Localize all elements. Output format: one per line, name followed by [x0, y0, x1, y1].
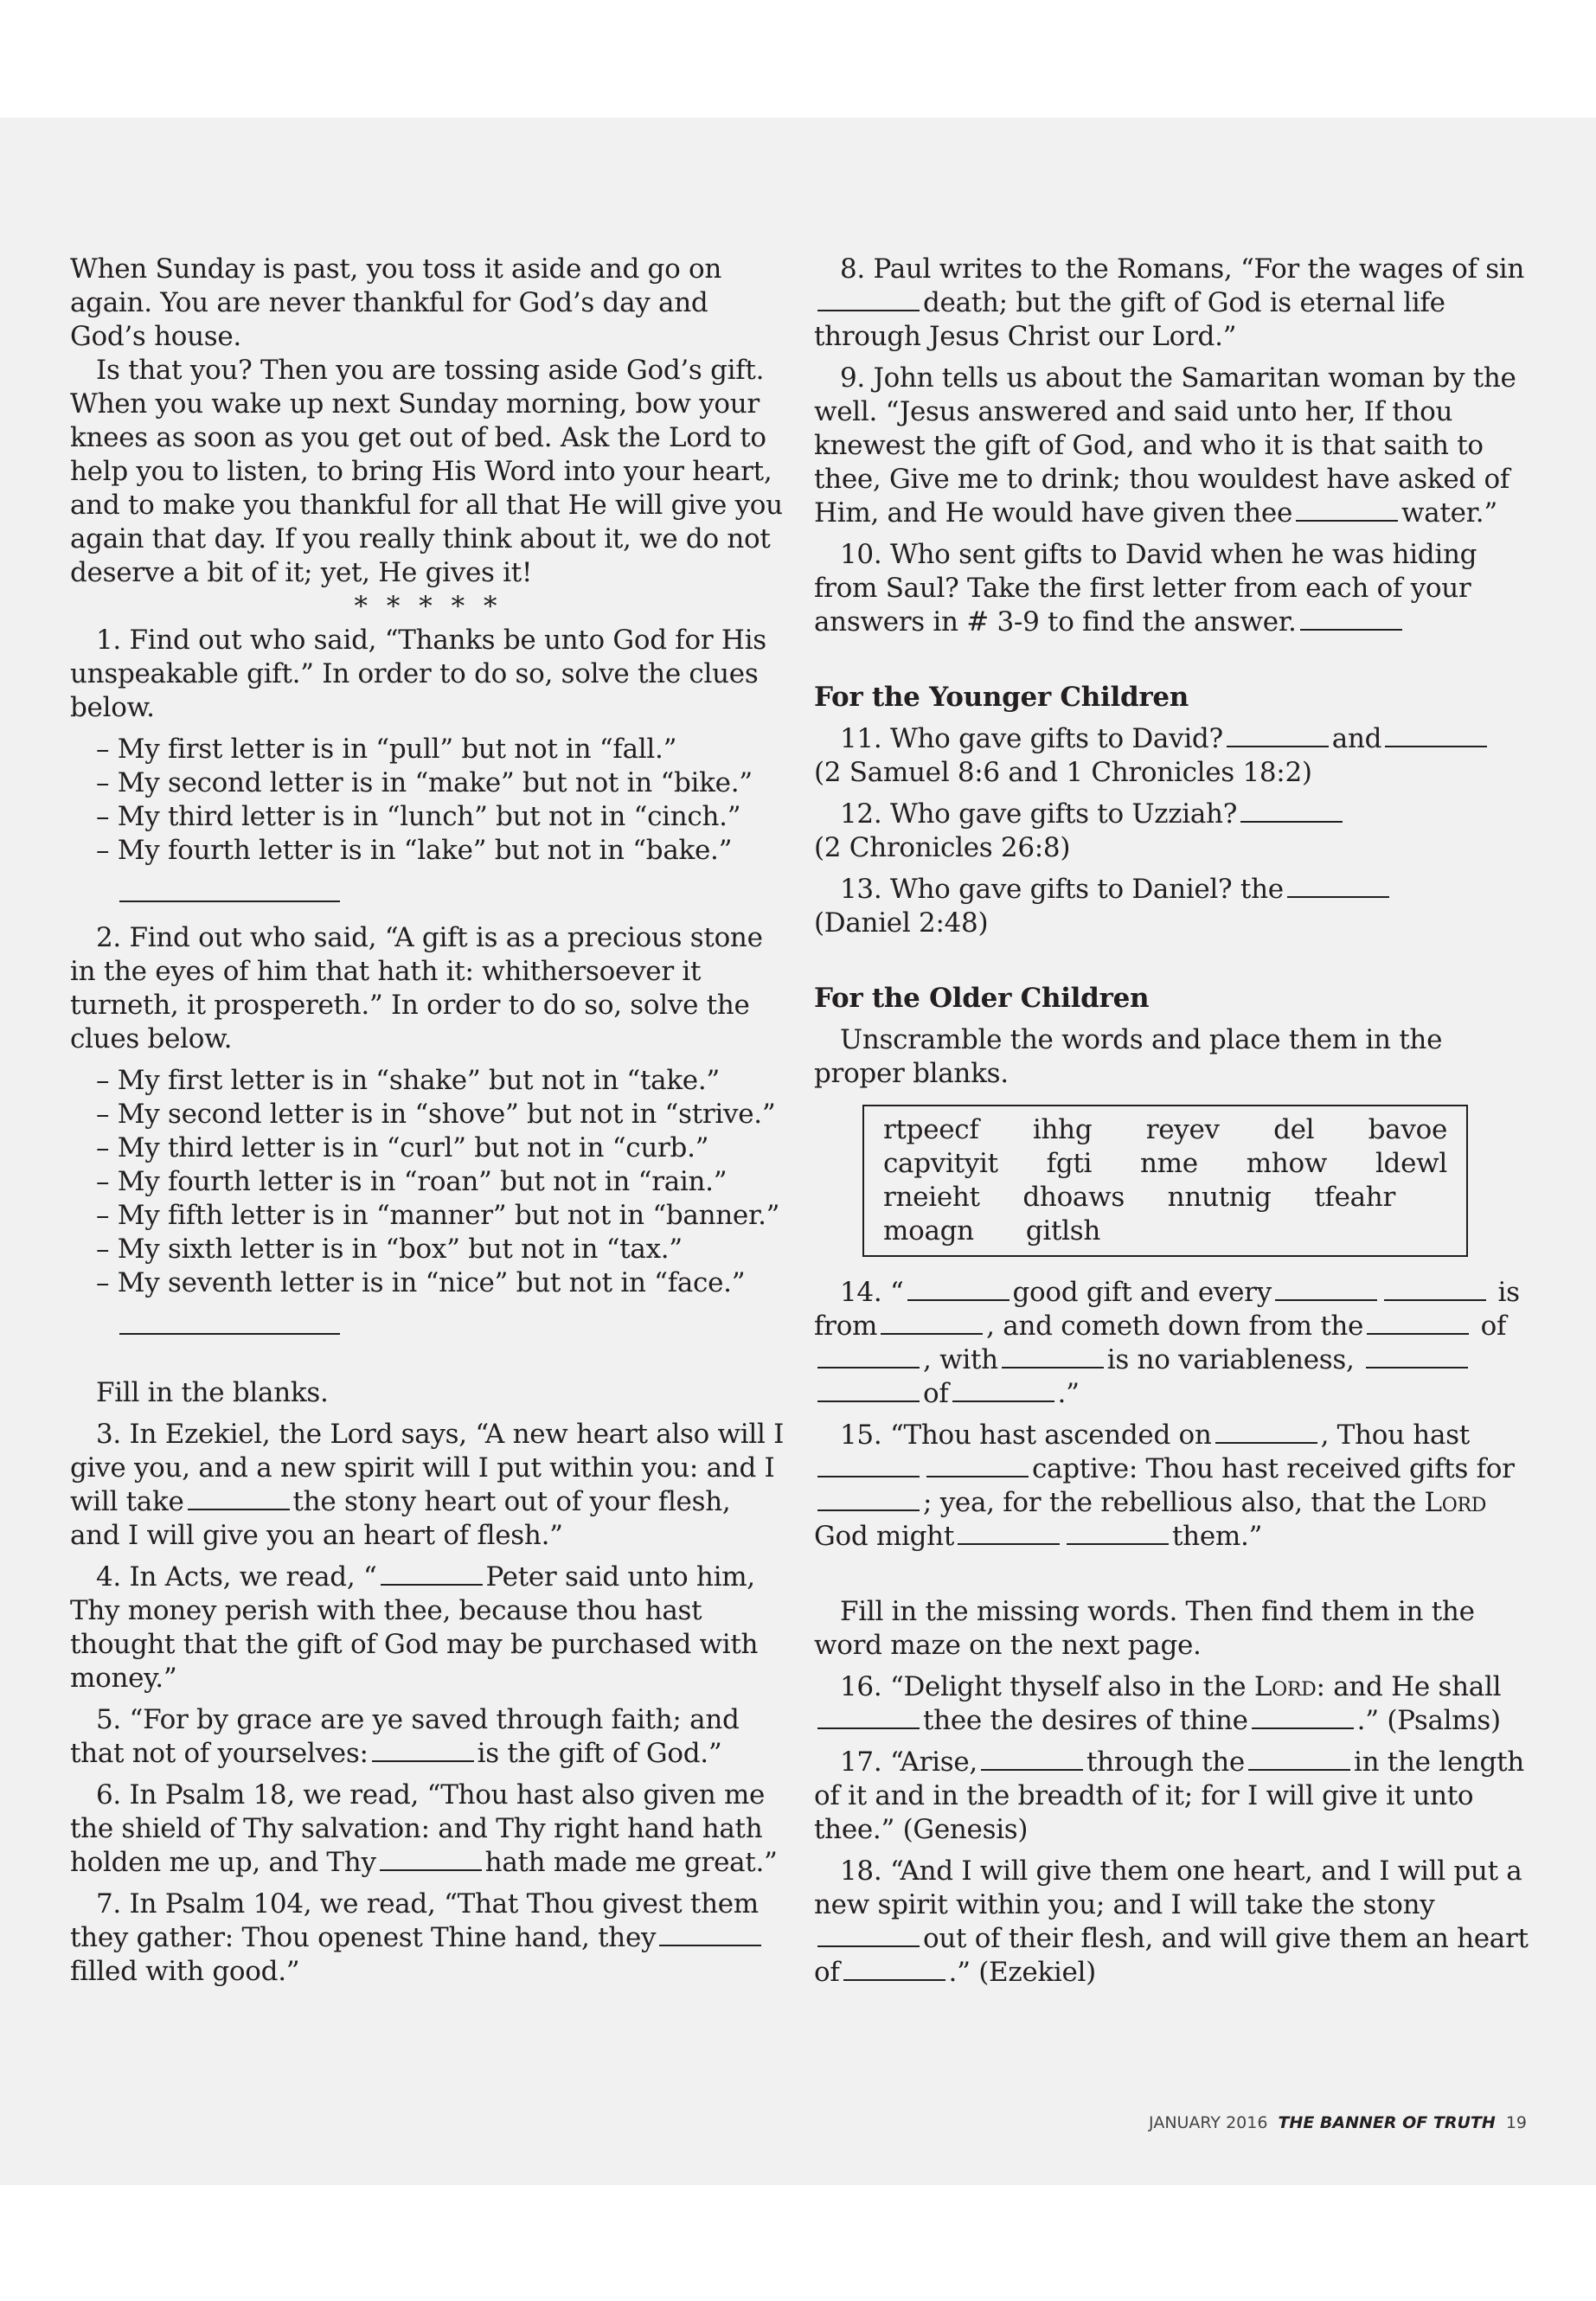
blank[interactable] [1296, 497, 1398, 522]
scrambled-word: tfeahr [1314, 1182, 1395, 1213]
publication-name: THE BANNER OF TRUTH [1278, 2113, 1496, 2132]
right-column [814, 253, 1530, 1990]
blank[interactable] [1248, 1747, 1350, 1771]
scrambled-word: gitlsh [1025, 1215, 1101, 1247]
blank[interactable] [1367, 1311, 1469, 1335]
blank[interactable] [817, 1344, 920, 1368]
clue: – My sixth letter is in “box” but not in “tax.” [96, 1234, 683, 1265]
blank[interactable] [881, 1311, 983, 1335]
blank[interactable] [1002, 1344, 1104, 1368]
answer-line[interactable] [119, 875, 340, 902]
issue-date: JANUARY 2016 [1149, 2113, 1268, 2132]
question-15: 15. “Thou hast ascended on , Thou hast captive: Thou hast received gifts for; yea, for the rebellious also, that the Lord God might them.” [814, 1420, 1515, 1552]
scrambled-row [883, 1147, 1447, 1181]
blank[interactable] [817, 1453, 920, 1477]
question-2: 2. Find out who said, “A gift is as a precious stone in the eyes of him that hath it: whithersoever it turneth, it prospereth.” In order to do so, solve the clues below. [70, 922, 763, 1054]
word-maze-instructions: Fill in the missing words. Then find them in the word maze on the next page. [814, 1596, 1475, 1661]
scrambled-word: ihhg [1032, 1114, 1093, 1145]
blank[interactable] [1215, 1420, 1317, 1444]
blank[interactable] [1227, 723, 1329, 747]
older-children-heading: For the Older Children [814, 983, 1150, 1014]
blank[interactable] [1252, 1705, 1354, 1729]
scrambled-word: nnutnig [1167, 1182, 1272, 1213]
scrambled-word: capvityit [883, 1148, 998, 1179]
blank[interactable] [659, 1922, 761, 1946]
blank[interactable] [188, 1486, 290, 1510]
page-number: 19 [1505, 2113, 1527, 2132]
blank[interactable] [372, 1738, 474, 1762]
question-14: 14. “ good gift and every is from , and cometh down from the of, with is no variableness, of .” [814, 1277, 1520, 1409]
question-1: 1. Find out who said, “Thanks be unto God for His unspeakable gift.” In order to do so, solve the clues below. [70, 625, 766, 723]
answer-line[interactable] [119, 1307, 340, 1335]
scrambled-word: rtpeecf [883, 1114, 979, 1145]
blank[interactable] [926, 1453, 1029, 1477]
question-17: 17. “Arise, through the in the length of it and in the breadth of it; for I will give it unto thee.” (Genesis) [814, 1747, 1524, 1845]
unscramble-instructions: Unscramble the words and place them in the proper blanks. [814, 1024, 1443, 1089]
question-18: 18. “And I will give them one heart, and I will put a new spirit within you; and I will take the stony out of their flesh, and will give them an heart of .” (Ezekiel) [814, 1856, 1529, 1988]
scrambled-row [883, 1215, 1447, 1248]
scrambled-row [883, 1113, 1447, 1147]
clue: – My second letter is in “shove” but not in “strive.” [96, 1099, 776, 1130]
scrambled-word: mhow [1246, 1148, 1328, 1179]
blank[interactable] [1067, 1521, 1169, 1545]
blank[interactable] [381, 1561, 483, 1586]
page-footer [1149, 2113, 1527, 2132]
blank[interactable] [907, 1277, 1010, 1301]
question-10: 10. Who sent gifts to David when he was hiding from Saul? Take the first letter from each of your answers in # 3-9 to find the answer. [814, 539, 1477, 638]
blank[interactable] [1385, 723, 1487, 747]
clue: – My fourth letter is in “lake” but not in “bake.” [96, 835, 733, 866]
question-4: 4. In Acts, we read, “ Peter said unto him, Thy money perish with thee, because thou hast thought that the gift of God may be purchased with money.” [70, 1561, 759, 1694]
clue: – My fourth letter is in “roan” but not in “rain.” [96, 1166, 727, 1197]
blank[interactable] [843, 1957, 945, 1981]
scrambled-words-box [862, 1105, 1468, 1257]
clue: – My second letter is in “make” but not in “bike.” [96, 767, 753, 798]
blank[interactable] [1366, 1344, 1468, 1368]
scrambled-word: reyev [1145, 1114, 1220, 1145]
fill-blanks-heading: Fill in the blanks. [96, 1377, 329, 1408]
scrambled-word: nme [1140, 1148, 1198, 1179]
blank[interactable] [952, 1378, 1054, 1402]
question-1-clues [70, 733, 786, 868]
question-7: 7. In Psalm 104, we read, “That Thou givest them they gather: Thou openest Thine hand, theyfilled with good.” [70, 1888, 786, 1989]
scrambled-word: dhoaws [1022, 1182, 1125, 1213]
intro-paragraph-1: When Sunday is past, you toss it aside and go on again. You are never thankful for God’s day and God’s house. [70, 253, 722, 352]
section-divider: * * * * * [354, 591, 503, 622]
blank[interactable] [1275, 1277, 1377, 1301]
clue: – My third letter is in “curl” but not in “curb.” [96, 1132, 709, 1163]
blank[interactable] [817, 1378, 920, 1402]
left-column [70, 253, 786, 1989]
scrambled-row [883, 1181, 1447, 1215]
question-3: 3. In Ezekiel, the Lord says, “A new heart also will I give you, and a new spirit will I put within you: and I will take the stony heart out of your flesh, and I will give you an heart of flesh.” [70, 1419, 785, 1551]
clue: – My fifth letter is in “manner” but not in “banner.” [96, 1200, 780, 1231]
question-12: 12. Who gave gifts to Uzziah? (2 Chronicles 26:8) [814, 798, 1530, 865]
scrambled-word: bavoe [1368, 1114, 1447, 1145]
question-13: 13. Who gave gifts to Daniel? the (Daniel 2:48) [814, 873, 1530, 940]
intro-paragraph-2: Is that you? Then you are tossing aside God’s gift. When you wake up next Sunday morning, bow your knees as soon as you get out of bed. Ask the Lord to help you to listen, to bring His Word into your heart, and to make you thankful for all that He will give you again that day. If you really think about it, we do not deserve a bit of it; yet, He gives it! [70, 355, 783, 588]
blank[interactable] [380, 1847, 482, 1871]
scrambled-word: ldewl [1375, 1148, 1447, 1179]
scrambled-word: del [1273, 1114, 1315, 1145]
question-6: 6. In Psalm 18, we read, “Thou hast also given me the shield of Thy salvation: and Thy right hand hath holden me up, and Thy hath made me great.” [70, 1779, 778, 1878]
blank[interactable] [1300, 606, 1402, 631]
blank[interactable] [1287, 874, 1389, 898]
question-2-clues [70, 1064, 786, 1300]
clue: – My third letter is in “lunch” but not in “cinch.” [96, 801, 741, 832]
clue: – My seventh letter is in “nice” but not in “face.” [96, 1267, 746, 1298]
question-16: 16. “Delight thyself also in the Lord: and He shall thee the desires of thine .” (Psalms) [814, 1670, 1530, 1738]
question-9: 9. John tells us about the Samaritan woman by the well. “Jesus answered and said unto her, If thou knewest the gift of God, and who it is that saith to thee, Give me to drink; thou wouldest have asked of Him, and He would have given thee water.” [814, 362, 1516, 529]
scrambled-word: moagn [883, 1215, 974, 1247]
younger-children-heading: For the Younger Children [814, 682, 1189, 713]
question-8: 8. Paul writes to the Romans, “For the wages of sindeath; but the gift of God is eternal life through Jesus Christ our Lord.” [814, 253, 1525, 352]
blank[interactable] [817, 1705, 920, 1729]
blank[interactable] [1240, 798, 1343, 823]
question-5: 5. “For by grace are ye saved through faith; and that not of yourselves: is the gift of God.” [70, 1704, 740, 1769]
scrambled-word: rneieht [883, 1182, 980, 1213]
blank[interactable] [958, 1521, 1060, 1545]
blank[interactable] [817, 1923, 920, 1947]
clue: – My first letter is in “shake” but not in “take.” [96, 1065, 720, 1096]
blank[interactable] [817, 287, 920, 311]
blank[interactable] [981, 1747, 1083, 1771]
blank[interactable] [1384, 1277, 1486, 1301]
scrambled-word: fgti [1046, 1148, 1093, 1179]
blank[interactable] [817, 1487, 920, 1511]
clue: – My first letter is in “pull” but not in “fall.” [96, 734, 677, 765]
question-11: 11. Who gave gifts to David? and (2 Samuel 8:6 and 1 Chronicles 18:2) [814, 722, 1530, 790]
